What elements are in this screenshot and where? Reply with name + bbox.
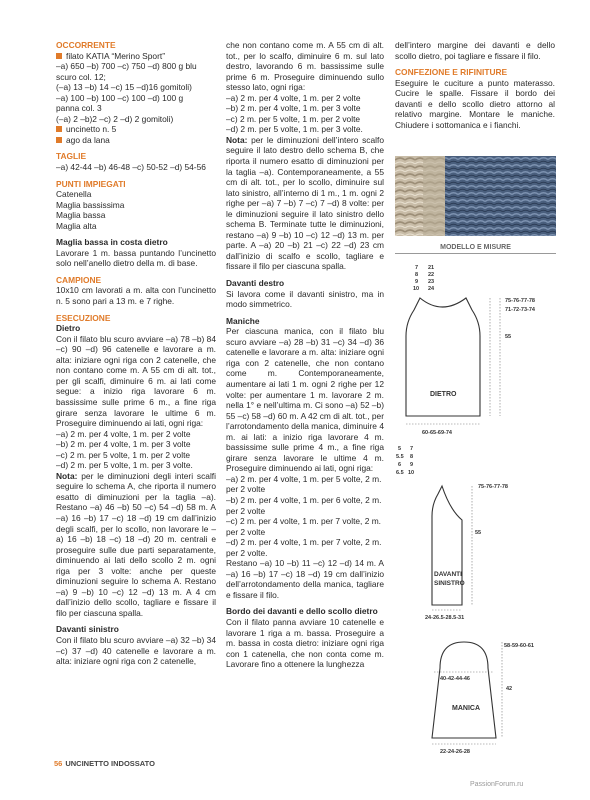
bordo-heading: Bordo dei davanti e dello scollo dietro: [226, 606, 378, 617]
dietro-list-item: –c) 2 m. per 5 volte, 1 m. per 2 volte: [56, 449, 191, 460]
punto-item: Maglia bassissima: [56, 199, 125, 210]
davanti-size-num: 6.5: [396, 470, 404, 476]
davanti-size-num: 10: [408, 470, 415, 476]
modello-misure-heading: MODELLO E MISURE: [395, 244, 556, 254]
davanti-size-num: 5: [398, 446, 402, 452]
magazine-title: UNCINETTO INDOSSATO: [65, 759, 155, 768]
dietro-list-item: –d) 2 m. per 5 volte, 1 m. per 3 volte.: [56, 460, 193, 471]
dietro-size-num: 9: [415, 279, 419, 285]
dietro-heading: Dietro: [56, 323, 81, 334]
yarn-line: scuro col. 12;: [56, 71, 106, 82]
esecuzione-heading: ESECUZIONE: [56, 312, 111, 323]
yarn-line: (–a) 2 –b)2 –c) 2 –d) 2 gomitoli): [56, 113, 174, 124]
manica-width: 22-24-26-28: [440, 749, 470, 755]
column-2: [226, 40, 384, 670]
davanti-destro-heading: Davanti destro: [226, 278, 285, 289]
manica-top-measure: 58-59-60-61: [504, 643, 534, 649]
davanti-shoulder-measure: 75-76-77-78: [478, 484, 508, 490]
watermark: PassionForum.ru: [470, 781, 524, 788]
davanti-label: DAVANTI: [434, 571, 462, 578]
needle-item: ago da lana: [56, 135, 216, 146]
davanti-size-num: 5.5: [396, 454, 404, 460]
davanti-label: SINISTRO: [434, 580, 465, 587]
dietro-height: 55: [505, 334, 512, 340]
dietro-shape: [406, 298, 480, 416]
stitch-texture: [395, 156, 556, 236]
manica-height: 42: [506, 686, 513, 692]
campione-text: 10x10 cm lavorati a m. alta con l’uncinetto n. 5 sono pari a 13 m. e 7 righe.: [56, 285, 216, 307]
davanti-width: 24-26.5-28.5-31: [425, 615, 465, 621]
scalfo-list-item: –d) 2 m. per 5 volte, 1 m. per 3 volte.: [226, 124, 363, 135]
schematic-diagrams: [392, 258, 557, 758]
bordo-text: Con il filato panna avviare 10 catenelle e lavorare 1 riga a m. bassa. Proseguire a m. bassa in costa dietro: iniziare ogni riga con 1 catenella, che non conta come m. Lavorare fino a ottenere la lunghezza: [226, 616, 384, 670]
manica-shape: [432, 642, 496, 738]
scalfo-list-item: –c) 2 m. per 5 volte, 1 m. per 2 volte: [226, 113, 361, 124]
davanti-size-num: 7: [410, 446, 414, 452]
yarn-line: –a) 100 –b) 100 –c) 100 –d) 100 g: [56, 92, 184, 103]
bullet-icon: [56, 53, 62, 59]
manica-label: MANICA: [452, 705, 480, 712]
punti-heading: PUNTI IMPIEGATI: [56, 178, 126, 189]
dietro-label: DIETRO: [430, 391, 457, 398]
davanti-destro-text: Si lavora come il davanti sinistro, ma in modo simmetrico.: [226, 288, 384, 310]
dietro-width: 60-65-69-74: [422, 430, 452, 436]
davanti-size-num: 6: [398, 462, 402, 468]
davanti-size-num: 9: [410, 462, 414, 468]
dietro-nota: Nota: per le diminuzioni degli interi scalfi seguire lo schema A, che riporta il numero esatto di diminuzioni per la taglia –a). Restano –a) 46 –b) 50 –c) 54 –d) 58 m. A –a) 16 –b) 17 –c) 18 –d) 19 cm dall’inizio degli scalfi, per lo scollo, non lavorare le –a) 16 –b) 18 –c) 18 –d) 20 m. centrali e proseguire sulle due parti separatamente, diminuendo ai lati dello scollo 2 m. ogni riga per 3 volte: anche per queste diminuzioni seguire lo schema A. Restano –a) 9 –b) 10 –c) 12 –d) 13 m. A 4 cm dall’inizio dello scollo, tagliare e fissare il filo per ciascuna spalla.: [56, 470, 216, 618]
yarn-item: filato KATIA “Merino Sport”: [56, 51, 216, 62]
davanti-sinistro-cont: che non contano come m. A 55 cm di alt. tot., per lo scalfo, diminuire 6 m. sul lato destro, lavorando 6 m. bassissime sulle prime 6 m. Proseguire diminuendo sullo stesso lato, ogni riga:: [226, 40, 384, 93]
campione-heading: CAMPIONE: [56, 274, 102, 285]
confezione-heading: CONFEZIONE E RIFINITURE: [395, 67, 508, 78]
davanti-nota: Nota: per le diminuzioni dell’intero scalfo seguire il lato destro dello schema B, che riporta il numero esatto di diminuzioni per la taglia –a). Contemporaneamente, a 55 cm di alt. tot., per lo scollo, diminuire sul lato sinistro, all’interno di 1 m., 1 m. ogni 2 righe per –a) 7 –b) 7 –c) 7 –d) 8 volte: per le diminuzioni seguire il lato sinistro dello schema B. Terminate tutte le diminuzioni, restano –a) 9 –b) 10 –c) 12 –d) 13 m. per parte. A –a) 20 –b) 21 –c) 22 –d) 23 cm dall’inizio di scalfo e scollo, tagliare e fissare il filo per ciascuna spalla.: [226, 134, 384, 272]
dietro-list-item: –b) 2 m. per 4 volte, 1 m. per 3 volte: [56, 439, 191, 450]
page-number: 56: [54, 759, 63, 768]
punto-item: Maglia alta: [56, 220, 97, 231]
yarn-line: panna col. 3: [56, 103, 102, 114]
maniche-list-item: –b) 2 m. per 4 volte, 1 m. per 6 volte, 2 m. per 2 volte: [226, 494, 382, 516]
manica-mid-measure: 40-42-44-46: [440, 676, 470, 682]
dietro-size-num: 22: [428, 272, 435, 278]
davanti-size-num: 8: [410, 454, 414, 460]
dietro-size-num: 8: [415, 272, 419, 278]
bordo-cont: dell’intero margine dei davanti e dello scollo dietro, poi tagliare e fissare il filo.: [395, 40, 555, 61]
yarn-line: (–a) 13 –b) 14 –c) 15 –d)16 gomitoli): [56, 82, 192, 93]
bullet-icon: [56, 137, 62, 143]
davanti-shape: [432, 486, 462, 605]
davanti-sinistro-heading: Davanti sinistro: [56, 624, 119, 635]
dietro-size-num: 10: [413, 286, 420, 292]
maniche-list-item: –d) 2 m. per 4 volte, 1 m. per 7 volte, 2 m. per 2 volte.: [226, 537, 382, 558]
hook-item: uncinetto n. 5: [56, 124, 216, 135]
taglie-heading: TAGLIE: [56, 151, 87, 162]
davanti-height: 55: [475, 530, 482, 536]
punto-item: Maglia bassa: [56, 210, 106, 221]
page-footer: [54, 759, 155, 768]
dietro-size-num: 21: [428, 265, 435, 271]
dietro-shoulder-measure: 71-72-73-74: [505, 307, 535, 313]
column-3: [395, 40, 555, 130]
dietro-size-num: 7: [415, 265, 419, 271]
davanti-sinistro-text: Con il filato blu scuro avviare –a) 32 –b) 34 –c) 37 –d) 40 catenelle e lavorare a m. alta: iniziare ogni riga con 2 catenelle,: [56, 634, 216, 667]
scalfo-list-item: –b) 2 m. per 4 volte, 1 m. per 3 volte: [226, 103, 361, 114]
dietro-shoulder-measure: 75-76-77-78: [505, 298, 535, 304]
maglia-bassa-text: Lavorare 1 m. bassa puntando l’uncinetto solo nell’anello dietro della m. di base.: [56, 247, 216, 269]
dietro-list-item: –a) 2 m. per 4 volte, 1 m. per 2 volte: [56, 428, 191, 439]
column-1: [56, 40, 216, 667]
taglie-text: –a) 42-44 –b) 46-48 –c) 50-52 –d) 54-56: [56, 162, 206, 173]
dietro-size-num: 23: [428, 279, 435, 285]
dietro-text: Con il filato blu scuro avviare –a) 78 –b) 84 –c) 90 –d) 96 catenelle e lavorare a m. alta: iniziare ogni riga con 2 catenelle, che non contano come m. A 55 cm di alt. tot., per gli scalfi, diminuire 6 m. ai lati come segue: a inizio riga lavorare 6 m. bassissime sulle prime 6 m., a fine riga girare senza lavorare le ultime 6 m. Proseguire diminuendo ai lati, ogni riga:: [56, 333, 216, 429]
maniche-restano: Restano –a) 10 –b) 11 –c) 12 –d) 14 m. A –a) 16 –b) 17 –c) 18 –d) 19 cm dall’inizio dell’arrotondamento della manica, tagliare e fissare il filo.: [226, 558, 384, 600]
bullet-icon: [56, 126, 62, 132]
scalfo-list-item: –a) 2 m. per 4 volte, 1 m. per 2 volte: [226, 92, 361, 103]
dietro-size-num: 24: [428, 286, 435, 292]
yarn-line: –a) 650 –b) 700 –c) 750 –d) 800 g blu: [56, 61, 197, 72]
maniche-text: Per ciascuna manica, con il filato blu scuro avviare –a) 28 –b) 31 –c) 34 –d) 36 catenelle e lavorare a m. alta: iniziare ogni riga con 2 catenelle, che non contano come m. Contemporaneamente, aumentare ai lati 1 m. ogni 2 righe per 12 volte: per aumentare 1 m. lavorare 2 m. nella 1° e nell’ultima m. Ci sono –a) 52 –b) 55 –c) 58 –d) 60 m. A 42 cm di alt. tot., per l’arrotondamento della manica, diminuire 4 m. ai lati: a inizio riga lavorare 4 m. bassissime sulle prime 4 m., a fine riga girare senza lavorare le ultime 4 m. Proseguire diminuendo ai lati, ogni riga:: [226, 326, 384, 474]
maglia-bassa-heading: Maglia bassa in costa dietro: [56, 237, 168, 248]
maniche-list-item: –c) 2 m. per 4 volte, 1 m. per 7 volte, 2 m. per 2 volte: [226, 516, 381, 537]
stitch-photo: [395, 156, 556, 236]
maniche-list-item: –a) 2 m. per 4 volte, 1 m. per 5 volte, 2 m. per 2 volte: [226, 473, 382, 495]
occorrente-heading: OCCORRENTE: [56, 40, 116, 50]
confezione-text: Eseguire le cuciture a punto materasso. Cucire le spalle. Fissare il bordo dei davanti e dello scollo dietro attorno al relativo margine. Montare le maniche. Chiudere i sottomanica e i fianchi.: [395, 77, 555, 130]
maniche-heading: Maniche: [226, 315, 260, 326]
punto-item: Catenella: [56, 189, 92, 200]
